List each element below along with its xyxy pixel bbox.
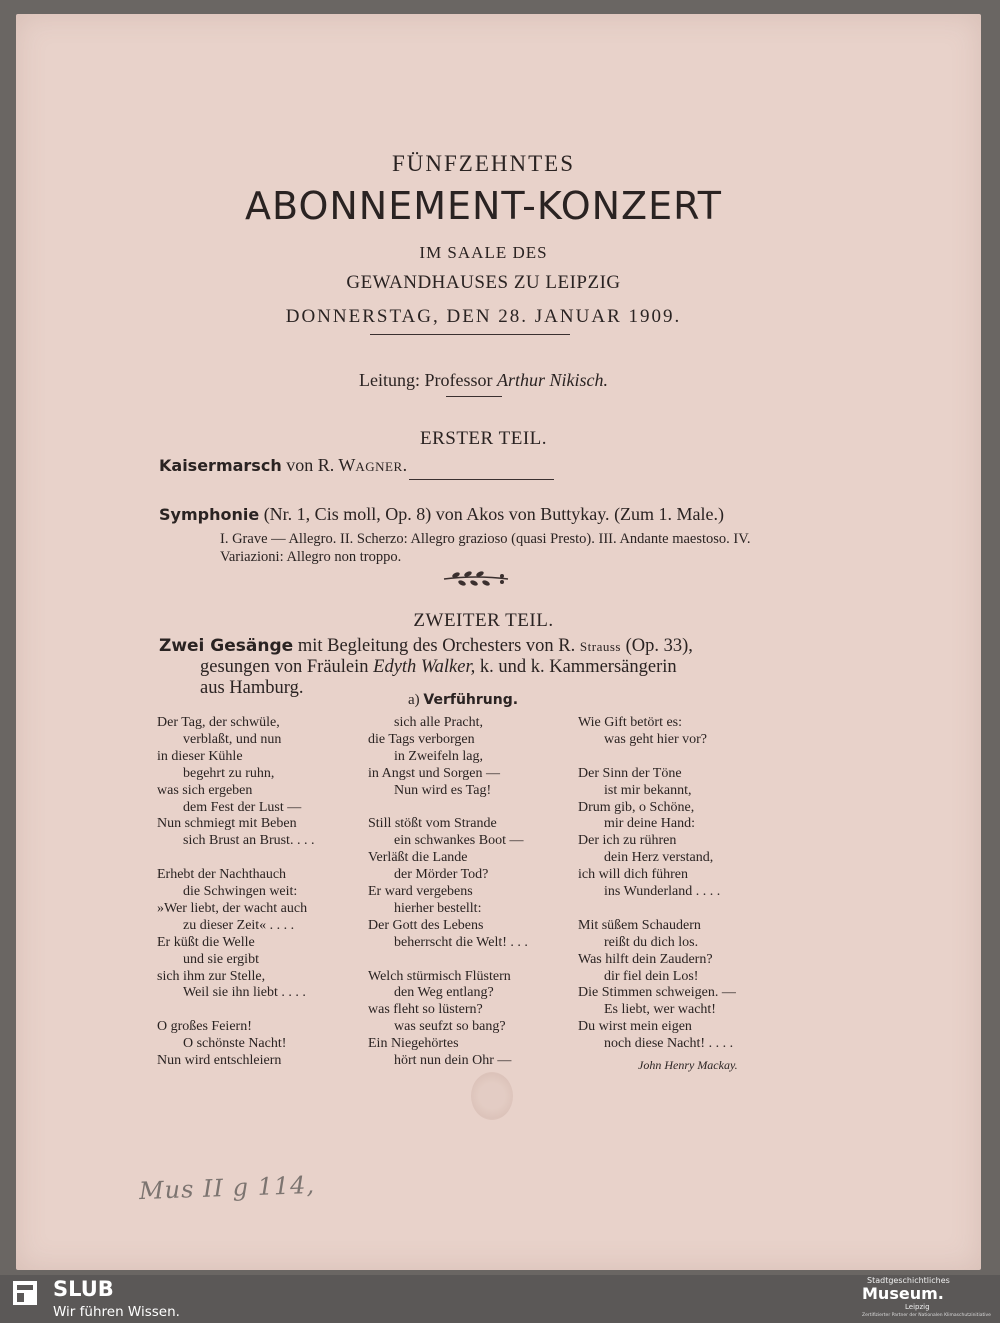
poem-line (157, 850, 314, 867)
poem-line: Erhebt der Nachthauch (157, 867, 287, 883)
singer-title: k. und k. Kammersängerin (479, 657, 677, 677)
poem-line: Der Sinn der Töne (578, 765, 682, 781)
divider-rule (446, 396, 502, 397)
museum-label-top: Stadtgeschichtliches (867, 1276, 950, 1285)
poem-line: O großes Feiern! (157, 1019, 252, 1035)
heading-fuenfzehntes: FÜNFZEHNTES (391, 151, 575, 176)
slub-logo-icon (11, 1279, 39, 1307)
poem-line: was fleht so lüstern? (368, 1002, 483, 1018)
conductor-line (16, 370, 951, 391)
poem-line: Nun schmiegt mit Beben (157, 816, 297, 832)
poem-line: begehrt zu ruhn, (183, 765, 275, 781)
poem-line: den Weg entlang? (394, 985, 494, 1001)
poem-line: Er ward vergebens (368, 884, 473, 900)
slub-name: SLUB (53, 1277, 114, 1301)
concert-program-page (16, 14, 981, 1270)
poem-line: Ein Niegehörtes (368, 1036, 459, 1052)
handwritten-shelfmark: Mus II g 114, (138, 1170, 316, 1206)
poem-line: sich alle Pracht, (394, 715, 484, 730)
poem-line: ist mir bekannt, (604, 782, 692, 798)
poem-line: Weil sie ihn liebt . . . . (183, 985, 306, 1001)
poem-line: ein schwankes Boot — (394, 833, 524, 849)
poem-line: die Schwingen weit: (183, 884, 298, 900)
piece-title: Zwei Gesänge (159, 636, 294, 656)
singer-origin: aus Hamburg. (200, 678, 304, 698)
poem-line: was seufzt so bang? (394, 1019, 506, 1035)
piece-details: (Nr. 1, Cis moll, Op. 8) von (263, 504, 463, 524)
piece-end: . (402, 455, 408, 475)
poem-line: und sie ergibt (183, 951, 259, 967)
divider-rule (409, 479, 554, 480)
piece-text: gesungen von Fräulein (200, 657, 369, 677)
poem-line: verblaßt, und nun (183, 731, 282, 747)
heading-gewandhaus: GEWANDHAUSES ZU LEIPZIG (346, 272, 621, 293)
poem-line: in dieser Kühle (157, 748, 243, 764)
museum-city: Leipzig (905, 1303, 930, 1311)
heading-abonnement-konzert: ABONNEMENT-KONZERT (245, 184, 722, 228)
composer-initial: R. W (317, 455, 356, 475)
singer-name: Edyth Walker, (373, 657, 476, 677)
poem-line (368, 952, 528, 969)
piece-title: Kaisermarsch (159, 456, 282, 475)
poem-line: Nun wird entschleiern (157, 1053, 282, 1069)
poem-line: hierher bestellt: (394, 900, 482, 916)
piece-text: mit Begleitung des Orchesters von R. (297, 636, 576, 656)
conductor-name: Arthur Nikisch. (496, 370, 608, 390)
poem-line: »Wer liebt, der wacht auch (157, 900, 308, 916)
program-item-symphonie (159, 504, 929, 525)
poem-line: Er küßt die Welle (157, 934, 255, 950)
poem-line: Wie Gift betört es: (578, 715, 683, 730)
poem-line: ins Wunderland . . . . (604, 884, 721, 900)
poem-line: hört nun dein Ohr — (394, 1053, 512, 1069)
poem-column-1 (157, 715, 314, 1070)
composer-name: Akos von Buttykay. (466, 504, 610, 524)
poem-line: was geht hier vor? (604, 731, 708, 747)
poem-line (578, 749, 736, 766)
poem-line: Der ich zu rühren (578, 833, 677, 849)
part-one-title: ERSTER TEIL. (419, 428, 548, 449)
embossed-stamp (471, 1072, 513, 1120)
poem-line: sich ihm zur Stelle, (157, 968, 266, 984)
poem-line: Es liebt, wer wacht! (604, 1002, 716, 1018)
subtitle-prefix: a) (408, 692, 420, 708)
piece-title: Symphonie (159, 505, 260, 524)
poem-line: Nun wird es Tag! (394, 782, 492, 798)
museum-note: Zertifizierter Partner der Nationalen Klimaschutzinitiative (862, 1313, 991, 1318)
composer-name: Strauss (579, 639, 621, 654)
poem-line: Was hilft dein Zaudern? (578, 951, 713, 967)
poem-author: John Henry Mackay. (638, 1058, 738, 1072)
premiere-note: (Zum 1. Male.) (614, 504, 725, 524)
poem-line: ich will dich führen (578, 867, 689, 883)
slub-tagline: Wir führen Wissen. (53, 1304, 180, 1320)
poem-line: dein Herz verstand, (604, 850, 714, 866)
poem-line: Still stößt vom Strande (368, 816, 497, 832)
poem-line: Die Stimmen schweigen. — (578, 985, 736, 1001)
poem-line: noch diese Nacht! . . . . (604, 1036, 734, 1052)
poem-line: Du wirst mein eigen (578, 1019, 692, 1035)
program-item-kaisermarsch (159, 455, 407, 476)
part-two-title: ZWEITER TEIL. (413, 610, 554, 631)
poem-line: was sich ergeben (157, 782, 253, 798)
poem-line: dem Fest der Lust — (183, 799, 302, 815)
poem-line: Der Gott des Lebens (368, 917, 484, 933)
piece-by: von (286, 455, 314, 475)
poem-column-3 (578, 715, 736, 1053)
symphonie-movements: I. Grave — Allegro. II. Scherzo: Allegro grazioso (quasi Presto). III. Andante maestoso. IV. Variazioni: Allegro non troppo. (220, 531, 751, 565)
ornament-icon (436, 569, 516, 589)
poem-column-2 (368, 715, 528, 1070)
program-item-zwei-gesaenge (159, 636, 779, 699)
museum-name: Museum. (862, 1284, 944, 1303)
poem-line: in Zweifeln lag, (394, 748, 484, 764)
poem-line (578, 901, 736, 918)
conductor-label: Leitung: Professor (359, 370, 493, 390)
poem-line: beherrscht die Welt! . . . (394, 934, 528, 950)
heading-date: DONNERSTAG, DEN 28. JANUAR 1909. (285, 306, 682, 327)
poem-line: mir deine Hand: (604, 816, 695, 832)
poem-line: der Mörder Tod? (394, 867, 489, 883)
poem-line: Der Tag, der schwüle, (157, 715, 280, 730)
poem-line: O schönste Nacht! (183, 1036, 287, 1052)
poem-line: Welch stürmisch Flüstern (368, 968, 511, 984)
poem-line: reißt du dich los. (604, 934, 699, 950)
poem-line: Drum gib, o Schöne, (578, 799, 695, 815)
poem-line (157, 1002, 314, 1019)
opus: (Op. 33), (625, 636, 693, 656)
subtitle-text: Verführung. (423, 692, 519, 708)
poem-line (368, 800, 528, 817)
song-subtitle (408, 692, 518, 709)
divider-rule (370, 334, 570, 335)
poem-line: die Tags verborgen (368, 731, 475, 747)
composer-rest: AGNER (355, 459, 403, 474)
poem-line: Verläßt die Lande (368, 850, 468, 866)
poem-line: zu dieser Zeit« . . . . (183, 917, 295, 933)
poem-line: in Angst und Sorgen — (368, 765, 500, 781)
poem-line: Mit süßem Schaudern (578, 917, 701, 933)
heading-im-saale: IM SAALE DES (419, 243, 548, 262)
poem-line: dir fiel dein Los! (604, 968, 699, 984)
poem-line: sich Brust an Brust. . . . (183, 833, 315, 849)
